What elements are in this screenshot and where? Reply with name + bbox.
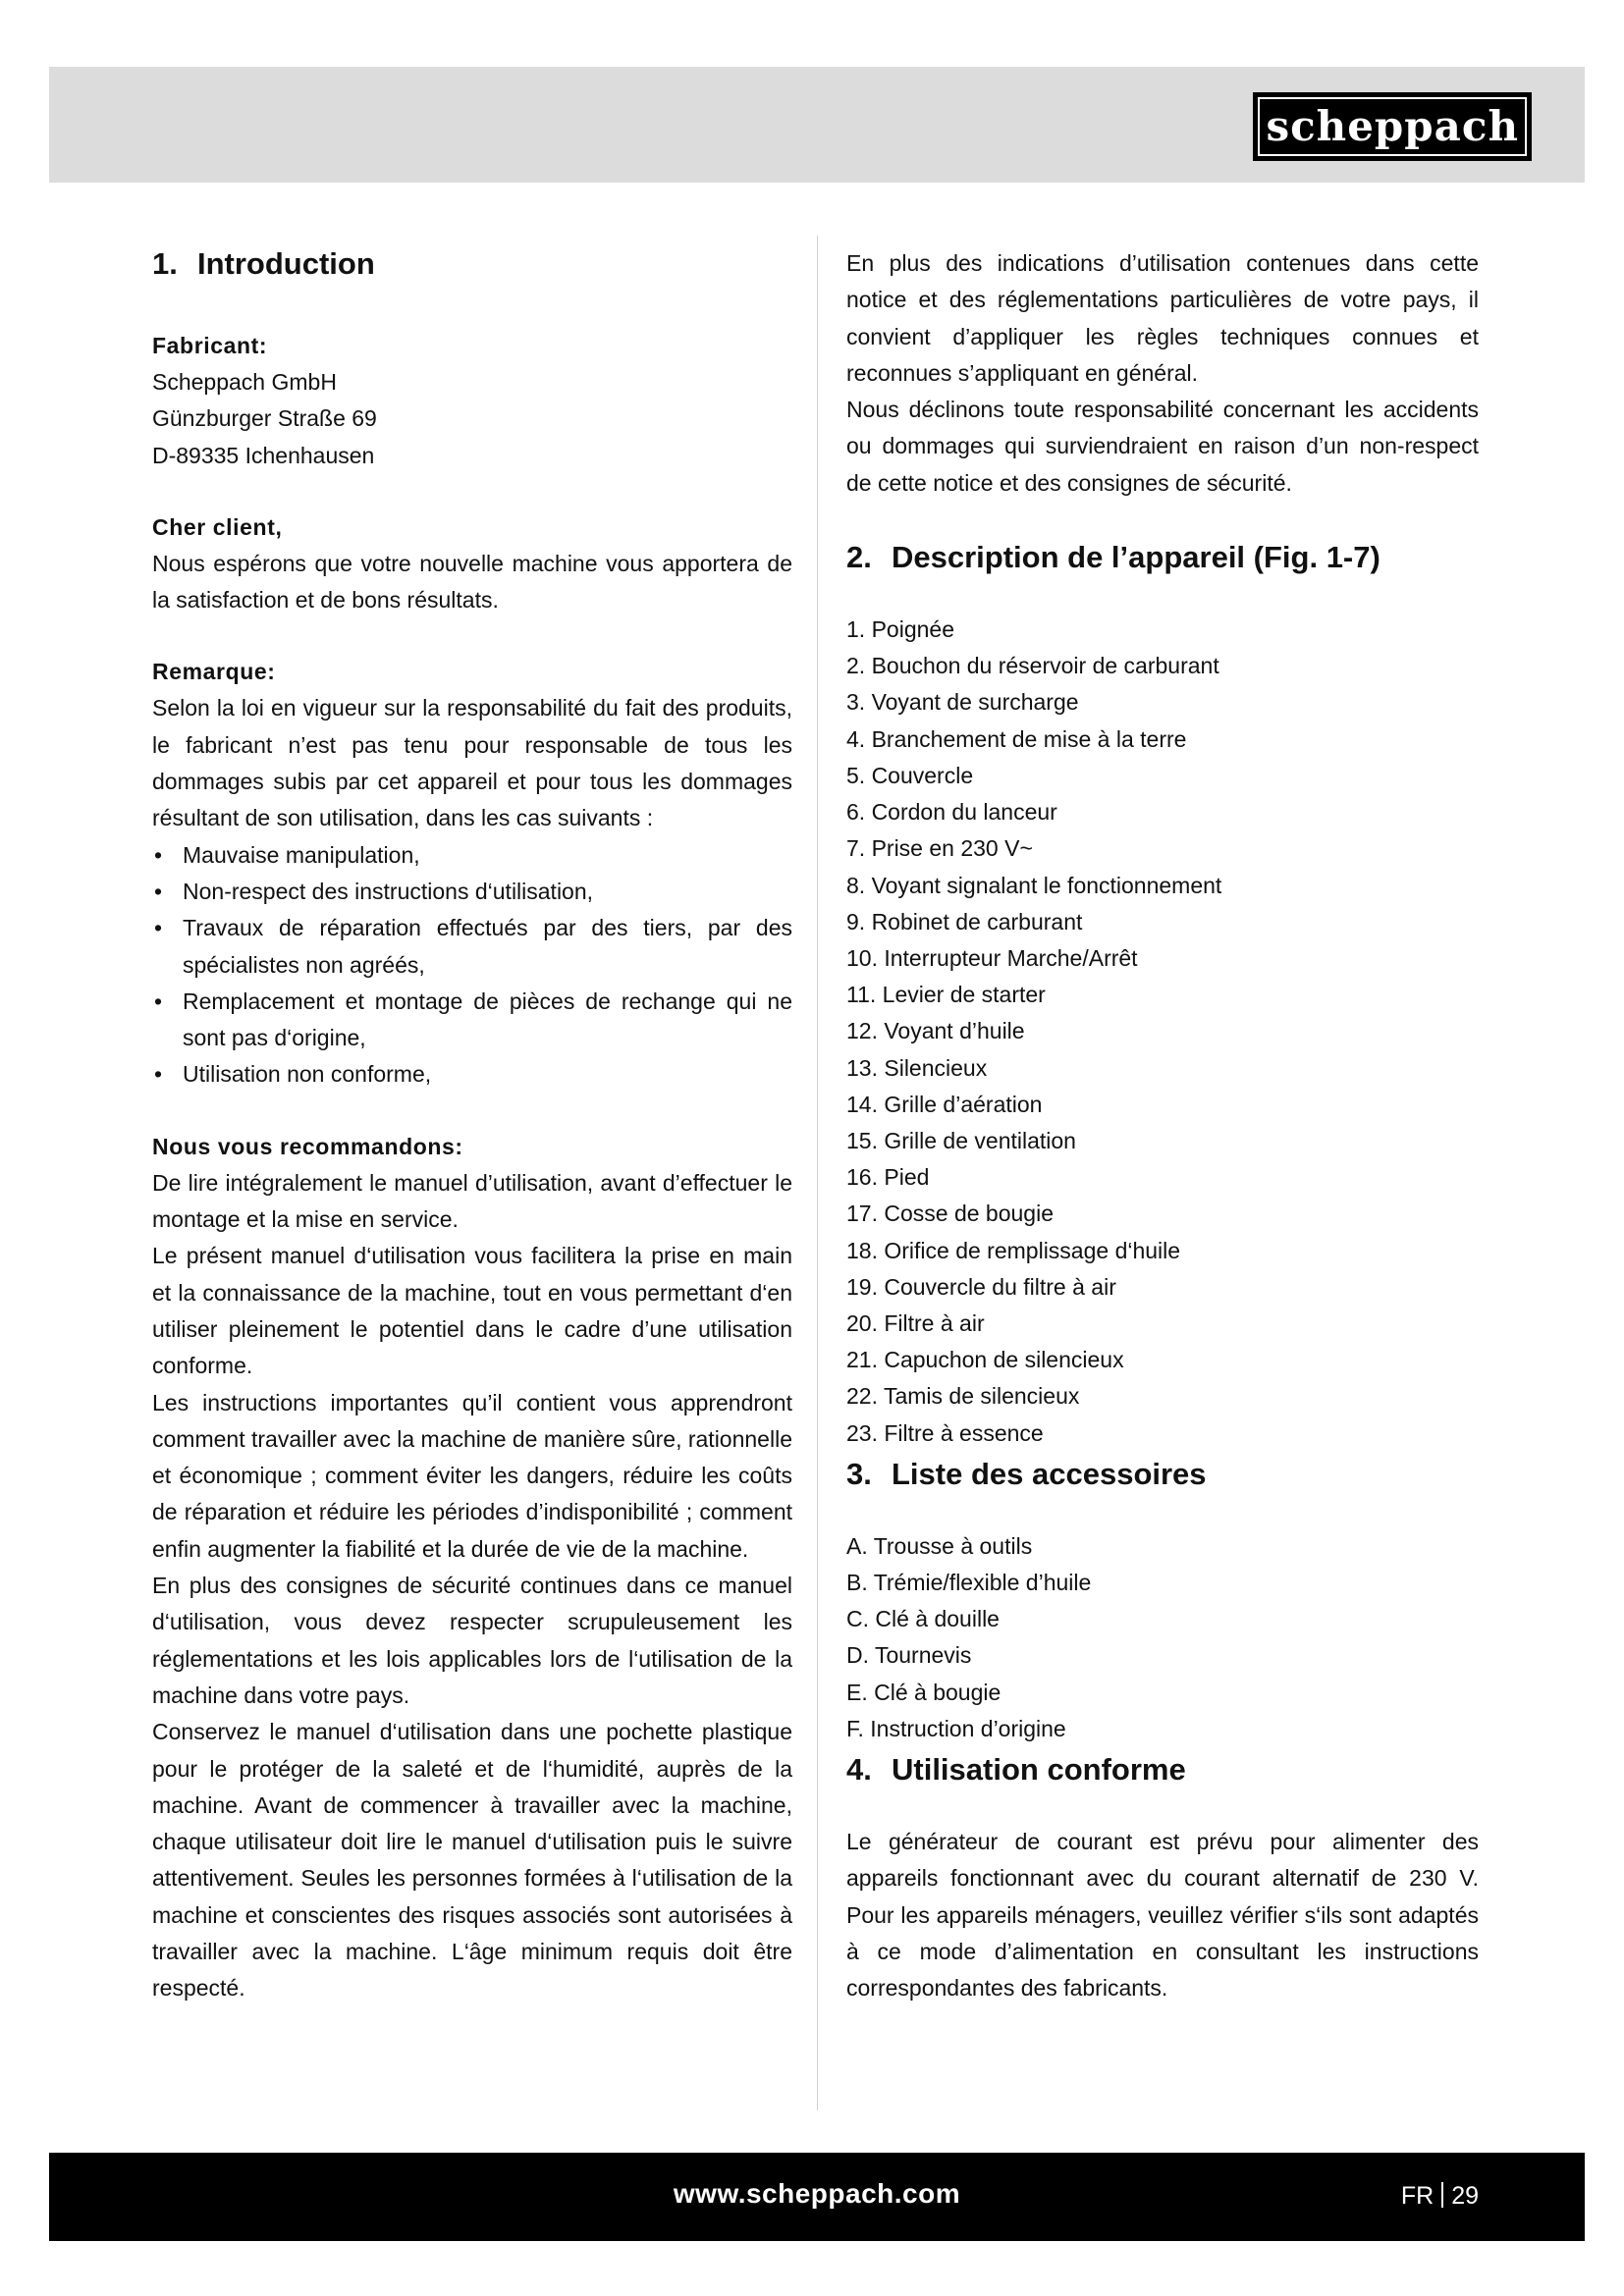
- list-item: 10. Interrupteur Marche/Arrêt: [846, 944, 1138, 971]
- accessories-list: [846, 1528, 1479, 1747]
- section-heading-accessories: 3. Liste des accessoires: [846, 1456, 1207, 1491]
- list-item: 21. Capuchon de silencieux: [846, 1347, 1124, 1373]
- list-item: D. Tournevis: [846, 1642, 972, 1669]
- list-item: • Travaux de réparation effectués par des tiers, par des spécialistes non agréés,: [154, 915, 792, 978]
- list-item: 17. Cosse de bougie: [846, 1201, 1054, 1227]
- paragraph: Nous déclinons toute responsabilité concernant les accidents ou dommages qui surviendraient en raison d’un non-respect de cette notice et des consignes de sécurité.: [846, 397, 1479, 496]
- list-item: • Non-respect des instructions d‘utilisation,: [154, 878, 594, 904]
- list-item: 12. Voyant d’huile: [846, 1018, 1025, 1044]
- cher-client-label: Cher client,: [152, 513, 283, 540]
- address-line: D-89335 Ichenhausen: [152, 442, 375, 468]
- remarque-list: [152, 837, 792, 1094]
- left-column: [152, 234, 792, 2007]
- list-item: 15. Grille de ventilation: [846, 1127, 1076, 1153]
- list-item: A. Trousse à outils: [846, 1532, 1033, 1559]
- list-item: 23. Filtre à essence: [846, 1419, 1044, 1446]
- paragraph: Le présent manuel d‘utilisation vous facilitera la prise en main et la connaissance de la machine, tout en vous permettant d‘en utiliser pleinement le potentiel dans le cadre d’une utilisation conforme.: [152, 1243, 792, 1379]
- list-item: 18. Orifice de remplissage d‘huile: [846, 1237, 1181, 1263]
- section-heading-introduction: 1. Introduction: [152, 246, 375, 281]
- list-item: 14. Grille d’aération: [846, 1091, 1043, 1117]
- list-item: E. Clé à bougie: [846, 1679, 1001, 1705]
- column-divider: [817, 236, 818, 2110]
- paragraph: Les instructions importantes qu’il contient vous apprendront comment travailler avec la machine de manière sûre, rationnelle et économique ; comment éviter les dangers, réduire les coûts de réparation et réduire les périodes d’indisponibilité ; comment enfin augmenter la fiabilité et la durée de vie de la machine.: [152, 1389, 792, 1562]
- address-line: Günzburger Straße 69: [152, 405, 377, 432]
- section-heading-description: 2. Description de l’appareil (Fig. 1-7): [846, 540, 1380, 575]
- list-item: • Utilisation non conforme,: [154, 1061, 432, 1088]
- scheppach-logo: scheppach: [1253, 92, 1532, 161]
- list-item: 2. Bouchon du réservoir de carburant: [846, 653, 1219, 679]
- list-item: 19. Couvercle du filtre à air: [846, 1273, 1116, 1300]
- header-band: [49, 67, 1585, 183]
- list-item: 7. Prise en 230 V~: [846, 835, 1033, 862]
- paragraph: En plus des indications d’utilisation contenues dans cette notice et des réglementations particulières de votre pays, il convient d’appliquer les règles techniques connues et reconnues s’appliquant en général.: [846, 250, 1479, 386]
- list-item: 16. Pied: [846, 1164, 930, 1191]
- remarque-label: Remarque:: [152, 659, 276, 685]
- footer-bar: [49, 2153, 1585, 2241]
- list-item: 6. Cordon du lanceur: [846, 799, 1057, 826]
- list-item: C. Clé à douille: [846, 1606, 1000, 1632]
- list-item: 3. Voyant de surcharge: [846, 689, 1079, 716]
- paragraph: En plus des consignes de sécurité continues dans ce manuel d‘utilisation, vous devez respecter scrupuleusement les réglementations et les lois applicables lors de l‘utilisation de la machine dans votre pays.: [152, 1573, 792, 1708]
- list-item: 22. Tamis de silencieux: [846, 1383, 1080, 1410]
- section-heading-usage: 4. Utilisation conforme: [846, 1751, 1186, 1787]
- intro-continued-block: [846, 245, 1479, 502]
- cher-client-block: [152, 509, 792, 619]
- usage-text: Le générateur de courant est prévu pour alimenter des appareils fonctionnant avec du courant alternatif de 230 V. Pour les appareils ménagers, veuillez vérifier s‘ils sont adaptés à ce mode d’alimentation en consultant les instructions correspondantes des fabricants.: [846, 1828, 1479, 2002]
- cher-client-text: Nous espérons que votre nouvelle machine vous apportera de la satisfaction et de bons résultats.: [152, 550, 792, 614]
- remarque-text: Selon la loi en vigueur sur la responsabilité du fait des produits, le fabricant n’est pas tenu pour responsable de tous les dommages subis par cet appareil et pour tous les dommages résultant de son utilisation, dans les cas suivants :: [152, 695, 792, 831]
- list-item: 8. Voyant signalant le fonctionnement: [846, 872, 1222, 898]
- website-link[interactable]: www.scheppach.com: [673, 2178, 961, 2209]
- right-column: [846, 234, 1479, 2006]
- list-item: • Remplacement et montage de pièces de rechange qui ne sont pas d‘origine,: [154, 988, 792, 1051]
- parts-list: [846, 612, 1479, 1452]
- paragraph: Conservez le manuel d‘utilisation dans une pochette plastique pour le protéger de la saleté et de l‘humidité, auprès de la machine. Avant de commencer à travailler avec la machine, chaque utilisateur doit lire le manuel d‘utilisation puis le suivre attentivement. Seules les personnes formées à l‘utilisation de la machine et conscientes des risques associés sont autorisées à travailler avec la machine. L‘âge minimum requis doit être respecté.: [152, 1719, 792, 2002]
- list-item: 11. Levier de starter: [846, 982, 1046, 1008]
- list-item: B. Trémie/flexible d’huile: [846, 1569, 1092, 1595]
- remarque-block: [152, 654, 792, 1093]
- list-item: • Mauvaise manipulation,: [154, 841, 420, 868]
- paragraph: De lire intégralement le manuel d’utilisation, avant d’effectuer le montage et la mise en service.: [152, 1169, 792, 1233]
- page-number: FR 29: [1400, 2182, 1479, 2210]
- list-item: 4. Branchement de mise à la terre: [846, 725, 1187, 752]
- list-item: 13. Silencieux: [846, 1054, 988, 1081]
- list-item: F. Instruction d’origine: [846, 1715, 1066, 1741]
- recommandons-label: Nous vous recommandons:: [152, 1133, 463, 1159]
- fabricant-label: Fabricant:: [152, 333, 268, 358]
- manufacturer-block: [152, 328, 792, 474]
- list-item: 5. Couvercle: [846, 762, 974, 788]
- recommandons-block: [152, 1129, 792, 2007]
- list-item: 20. Filtre à air: [846, 1309, 985, 1336]
- address-line: Scheppach GmbH: [152, 369, 337, 395]
- list-item: 9. Robinet de carburant: [846, 908, 1083, 934]
- list-item: 1. Poignée: [846, 616, 954, 643]
